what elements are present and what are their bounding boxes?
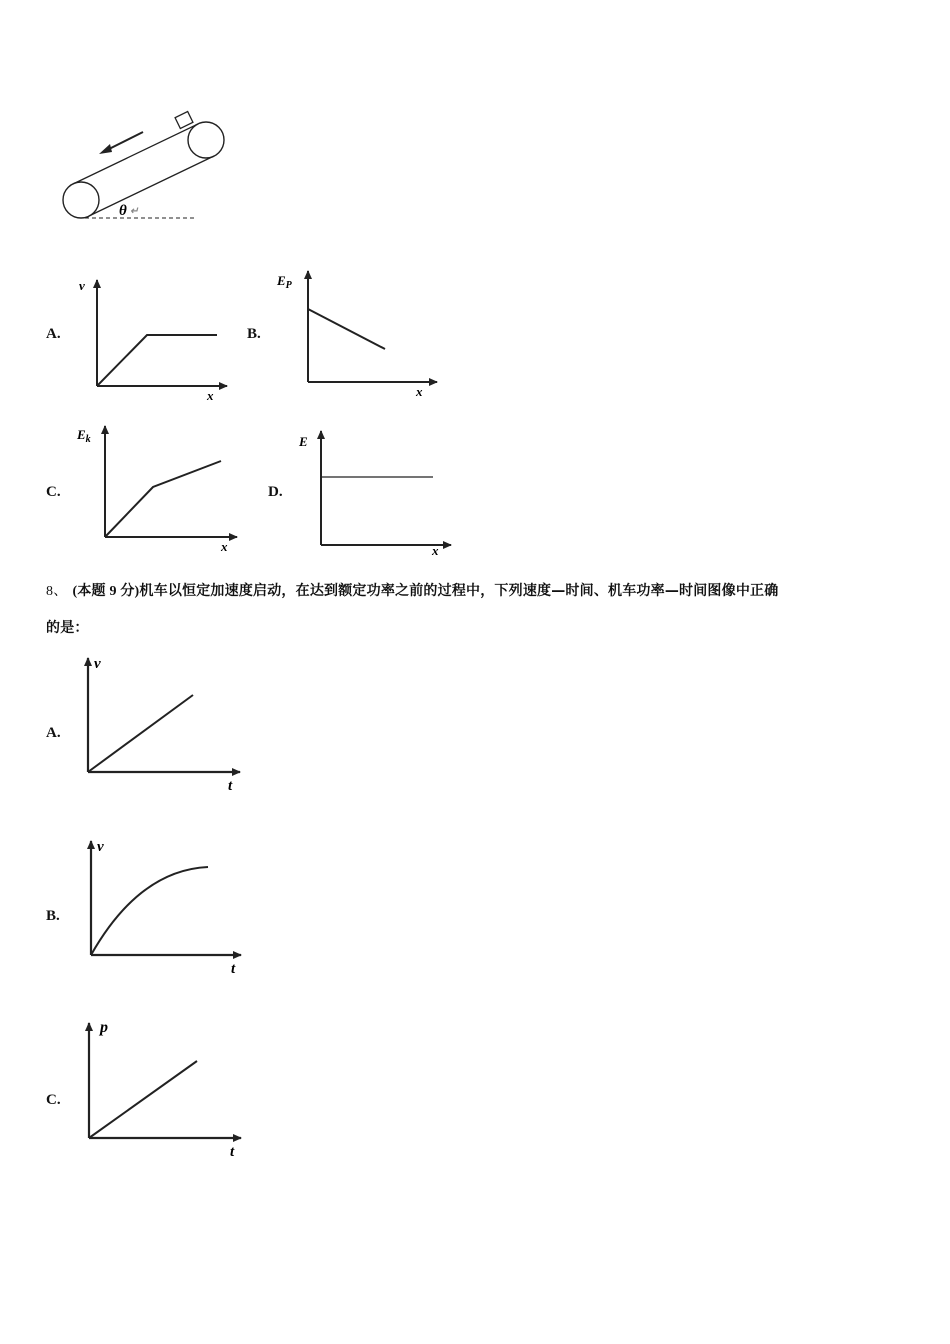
q8-graph-b <box>75 835 250 985</box>
q8a-y-label: v <box>94 656 101 672</box>
q7b-y-label: $E_P$ <box>277 273 292 291</box>
belt-return-mark: ↵ <box>130 206 139 217</box>
q7-graph-b <box>275 265 445 400</box>
q7-option-c-label: C. <box>46 484 61 500</box>
q8-option-b-label: B. <box>46 908 60 924</box>
q7-option-a-label: A. <box>46 326 61 342</box>
q8b-curve <box>91 867 208 955</box>
q7c-x-label: x <box>221 539 228 554</box>
q7d-x-label: x <box>432 543 439 558</box>
q7b-x-label: x <box>416 384 423 399</box>
q8-graph-c <box>75 1015 250 1165</box>
q8-option-c-label: C. <box>46 1092 61 1108</box>
q8b-x-label: t <box>231 961 236 977</box>
q8-graph-a <box>75 650 250 800</box>
belt-angle-label: θ <box>119 203 127 219</box>
question-8-stem: 机车以恒定加速度启动，在达到额定功率之前的过程中，下列速度—时间、机车功率—时间图像中正确 <box>139 583 779 599</box>
belt-block <box>175 112 193 129</box>
q8a-x-label: t <box>228 778 233 794</box>
q7-graph-a <box>75 270 240 405</box>
q7c-y-label: $E_k$ <box>77 427 91 445</box>
q7-option-d-label: D. <box>268 484 283 500</box>
q7-option-b-label: B. <box>247 326 261 342</box>
q7d-y-label: E <box>299 434 308 449</box>
q7-graph-c <box>75 420 245 555</box>
q7b-curve <box>308 309 385 349</box>
question-8-line1 <box>46 580 778 600</box>
q7a-x-label: x <box>207 388 214 403</box>
question-8-stem-end: 的是： <box>46 620 89 636</box>
q8c-y-label: p <box>100 1019 108 1036</box>
belt-lower-pulley <box>63 182 99 218</box>
q8-option-a-label: A. <box>46 725 61 741</box>
q7c-curve <box>105 461 221 537</box>
question-8-number: 8、 <box>46 584 68 599</box>
q8c-curve <box>89 1061 197 1138</box>
q7a-y-label: v <box>79 278 85 293</box>
belt-upper-pulley <box>188 122 224 158</box>
conveyor-belt-figure <box>55 108 235 228</box>
q8b-y-label: v <box>97 839 104 855</box>
question-8-points: (本题 9 分) <box>72 584 140 599</box>
q7-graph-d <box>295 425 460 560</box>
q8a-curve <box>88 695 193 772</box>
q8c-x-label: t <box>230 1144 235 1160</box>
q7a-curve <box>97 335 217 386</box>
question-8-line2 <box>46 617 89 637</box>
